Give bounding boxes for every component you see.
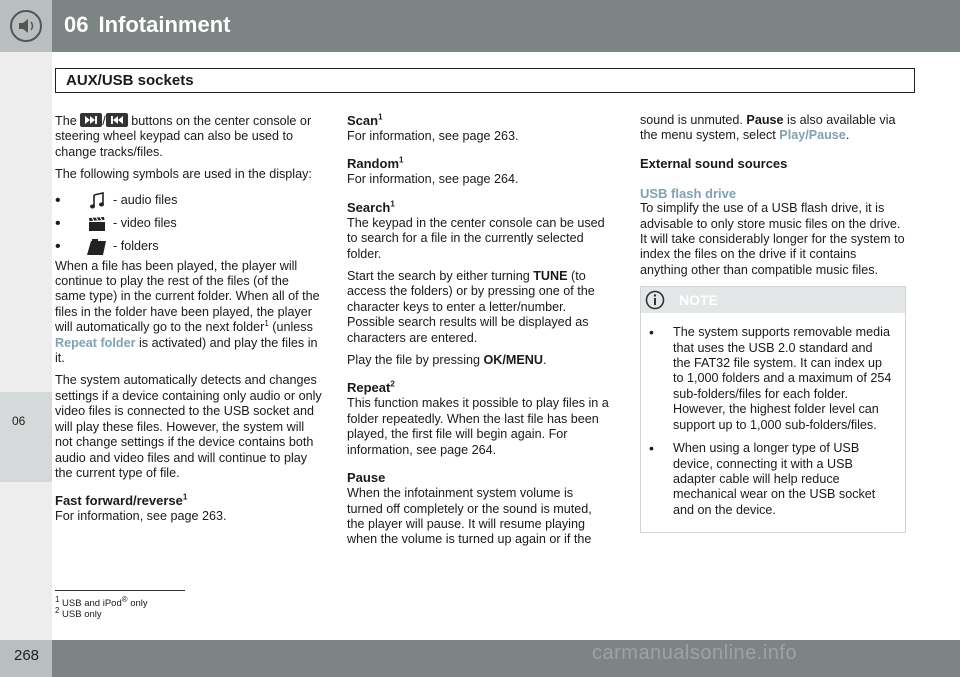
footnote-ref: 1 [378, 112, 383, 122]
symbol-folder [55, 236, 323, 259]
text: Start the search by either turning [347, 269, 534, 284]
bullet: • [649, 324, 654, 341]
column-3 [640, 113, 906, 533]
footnote-ref: 2 [390, 380, 395, 390]
search-text-1: The keypad in the center console can be used to search for a file in the currently selected folder. [347, 215, 605, 261]
usb-text: To simplify the use of a USB flash drive, it is advisable to only store music files on the drive. It will take considerably longer for the system to index the files on the drive if it contains anything other than compatible music files. [640, 201, 905, 277]
footnote-text: USB and iPod [62, 598, 122, 610]
heading-text: Random [347, 156, 399, 172]
info-icon [645, 290, 665, 310]
repeat-text: This function makes it possible to play files in a folder repeatedly. When the last file has been played, the first file will begin again. For information, see page 264. [347, 396, 609, 457]
paragraph-symbols-intro: The following symbols are used in the display: [55, 167, 312, 182]
heading-random [347, 156, 609, 172]
text: buttons on the center console or steering wheel keypad can also be used to change tracks/files. [55, 114, 312, 159]
footnote-text: only [127, 598, 148, 610]
footnote-ref: 1 [399, 156, 404, 166]
film-clapper-icon [85, 215, 109, 233]
side-tab-label: 06 [12, 414, 26, 428]
pause-control: Pause [746, 113, 784, 127]
paragraph-buttons [55, 113, 323, 160]
folder-icon [85, 238, 109, 256]
pause-text: When the infotainment system volume is turned off completely or the sound is muted, the player will pause. It will resume playing when the volume is turned up again or if the [347, 486, 592, 547]
footnote-ref: 1 [390, 199, 395, 209]
bullet: • [55, 215, 61, 233]
footnote-ref: 1 [264, 319, 269, 329]
note-item [649, 325, 893, 433]
repeat-folder-option: Repeat folder [55, 335, 136, 350]
random-text: For information, see page 264. [347, 172, 519, 187]
tune-control: TUNE [533, 269, 568, 284]
bullet: • [55, 238, 61, 256]
previous-track-icon [106, 113, 128, 127]
note-item [649, 441, 893, 518]
chapter-heading [64, 10, 230, 40]
heading-repeat [347, 380, 609, 396]
bullet: • [649, 440, 654, 457]
ok-menu-control: OK/MENU [483, 353, 543, 368]
heading-usb-flash-drive: USB flash drive [640, 185, 737, 201]
footer-bar [0, 640, 960, 677]
footnote-number: 2 [55, 606, 60, 615]
text: is also available via the menu system, select [640, 113, 896, 143]
heading-text: Repeat [347, 380, 391, 396]
text: (to access the folders) or by pressing one of the character keys to enter a letter/number. Possible search results will be displayed as characters are entered. [347, 269, 595, 345]
fast-forward-text: For information, see page 263. [55, 509, 227, 524]
music-note-icon [85, 192, 109, 210]
text: . [543, 353, 547, 368]
note-label: NOTE [679, 291, 718, 308]
section-title: AUX/USB sockets [55, 68, 915, 93]
heading-scan [347, 113, 609, 129]
symbol-audio [55, 190, 323, 213]
header-icon-box [0, 0, 52, 52]
paragraph-auto-detect: The system automatically detects and changes settings if a device containing only audio or only video files is connected to the USB socket and will play these files. However, the system will not change settings if the device contains both audio and video files and will continue to play the current type of file. [55, 373, 322, 480]
footnote-ref: 1 [182, 492, 188, 502]
text: . [845, 128, 850, 143]
chapter-title: Infotainment [98, 12, 231, 37]
text: When a file has been played, the player will continue to play the rest of the files (of the same type) in the current folder. When all of the files in the folder have been played, the player will automatically go to the next folder [55, 258, 320, 335]
speaker-icon [9, 9, 43, 43]
heading-text: Scan [347, 113, 379, 128]
footnote-2 [55, 605, 102, 620]
search-text-3 [347, 353, 609, 368]
slash: / [102, 114, 106, 128]
text: The [55, 114, 77, 128]
symbol-label: - audio files [113, 193, 178, 208]
symbol-video [55, 213, 323, 236]
heading-fast-forward [55, 493, 323, 509]
symbol-label: - video files [113, 216, 177, 231]
column-2 [347, 113, 609, 555]
heading-text: Search [347, 199, 391, 215]
text: sound is unmuted. [640, 113, 747, 127]
note-body [641, 313, 905, 532]
heading-external-sources: External sound sources [640, 155, 788, 171]
footnote-rule [55, 590, 185, 591]
symbol-label: - folders [113, 239, 159, 254]
bullet: • [55, 192, 61, 210]
scan-text: For information, see page 263. [347, 129, 519, 143]
text: Play the file by pressing [347, 353, 484, 368]
chapter-number: 06 [64, 12, 89, 37]
search-text-2 [347, 269, 609, 346]
note-header [641, 287, 905, 313]
heading-text: Fast forward/reverse [55, 493, 183, 509]
text: (unless [268, 320, 313, 335]
paragraph-playback [55, 259, 323, 367]
registered-mark: ® [121, 595, 128, 604]
watermark: carmanualsonline.info [592, 642, 798, 664]
text: is activated) and play the files in it. [55, 335, 318, 366]
side-margin-lower [0, 482, 52, 640]
note-box [640, 286, 906, 533]
heading-search [347, 200, 609, 216]
page-number: 268 [14, 647, 40, 664]
next-track-icon [80, 113, 102, 127]
heading-pause: Pause [347, 470, 386, 486]
footnote-number: 1 [55, 595, 60, 604]
chapter-side-tab [0, 392, 52, 482]
footnote-text: USB only [62, 609, 102, 621]
note-item-text: The system supports removable media that uses the USB 2.0 standard and the FAT32 file system. It can index up to 1,000 folders and a maximum of 254 sub-folders/files for each folder. However, the highest folder level can support up to 1,000 sub-folders/files. [673, 325, 892, 432]
note-item-text: When using a longer type of USB device, connecting it with a USB adapter cable will help reduce mechanical wear on the USB socket and on the device. [673, 441, 876, 517]
pause-continued [640, 113, 906, 144]
column-1 [55, 113, 323, 532]
side-margin [0, 52, 52, 392]
play-pause-option: Play/Pause [779, 128, 846, 143]
